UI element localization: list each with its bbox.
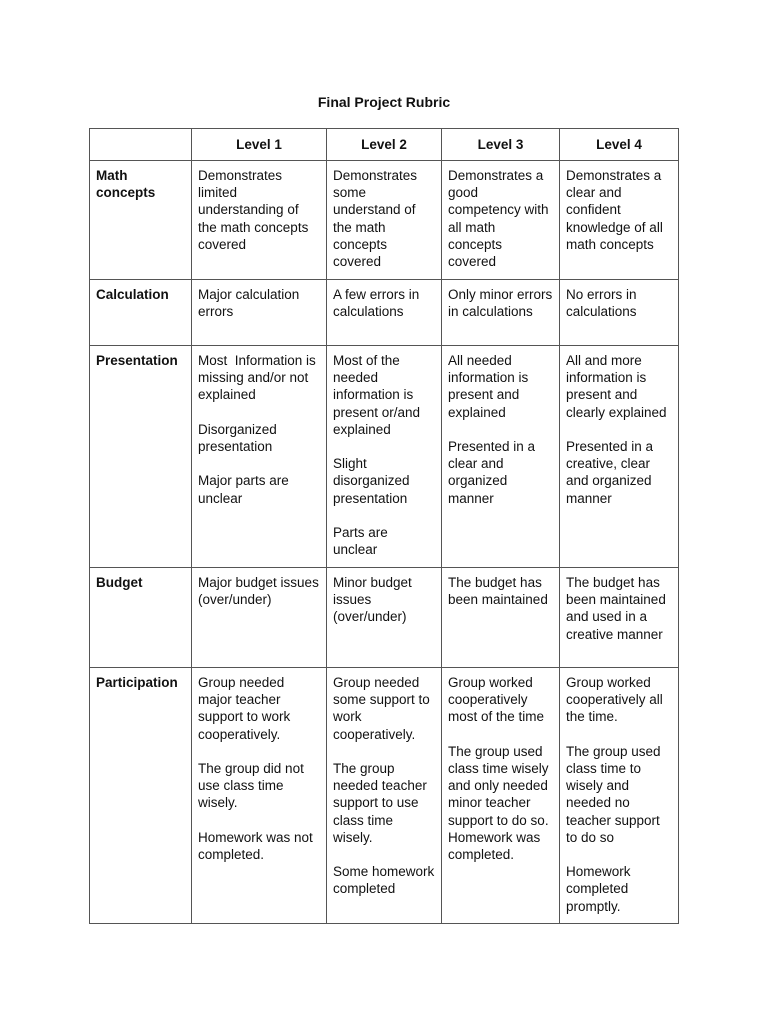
level-1-header: Level 1 [192, 129, 327, 161]
descriptor-text: The group did not use class time wisely. [198, 761, 308, 811]
rubric-table [89, 128, 679, 924]
descriptor-text: The group used class time to wisely and needed no teacher support to do so [566, 743, 665, 845]
level-2-cell [327, 280, 442, 346]
rubric-row-presentation [90, 346, 679, 568]
rubric-row-budget [90, 568, 679, 668]
descriptor-text: Demonstrates limited understanding of the math concepts covered [198, 168, 313, 252]
descriptor-text: Demonstrates some understand of the math concepts covered [333, 168, 421, 270]
descriptor-text: Minor budget issues (over/under) [333, 575, 416, 625]
descriptor-text: Most of the needed information is present or/and explained [333, 353, 424, 437]
descriptor-text: Homework completed promptly. [566, 864, 635, 914]
rubric-row-participation [90, 668, 679, 924]
level-2-header: Level 2 [327, 129, 442, 161]
level-1-cell [192, 161, 327, 280]
descriptor-text: The budget has been maintained [448, 575, 548, 608]
descriptor-text: Homework was not completed. [198, 829, 317, 862]
descriptor-text: Group needed major teacher support to work cooperatively. [198, 675, 295, 742]
level-4-cell [560, 568, 679, 668]
level-4-cell [560, 668, 679, 924]
rubric-row-calculation [90, 280, 679, 346]
descriptor-text: Only minor errors in calculations [448, 287, 557, 320]
level-3-cell [442, 161, 560, 280]
level-3-cell [442, 280, 560, 346]
level-1-cell [192, 280, 327, 346]
descriptor-text: Demonstrates a clear and confident knowledge of all math concepts [566, 168, 667, 252]
level-3-cell [442, 668, 560, 924]
corner-header-cell [90, 129, 192, 161]
descriptor-text: Slight disorganized presentation [333, 456, 414, 506]
descriptor-text: All and more information is present and clearly explained [566, 353, 667, 420]
descriptor-text: Presented in a clear and organized manner [448, 439, 539, 506]
descriptor-text: A few errors in calculations [333, 287, 424, 320]
descriptor-text: All needed information is present and explained [448, 353, 533, 420]
descriptor-text: The group needed teacher support to use class time wisely. [333, 761, 431, 845]
level-2-cell [327, 568, 442, 668]
level-4-cell [560, 346, 679, 568]
descriptor-text: Group worked cooperatively all the time. [566, 675, 667, 725]
criterion-cell: Participation [90, 668, 192, 924]
descriptor-text: Major parts are unclear [198, 473, 293, 506]
criterion-cell: Budget [90, 568, 192, 668]
descriptor-text: Parts are unclear [333, 525, 392, 558]
level-4-header: Level 4 [560, 129, 679, 161]
level-4-cell [560, 161, 679, 280]
descriptor-text: Demonstrates a good competency with all math concepts covered [448, 168, 553, 270]
criterion-cell: Math concepts [90, 161, 192, 280]
descriptor-text: Most Information is missing and/or not explained [198, 353, 320, 403]
level-3-cell [442, 346, 560, 568]
level-2-cell [327, 346, 442, 568]
descriptor-text: Group worked cooperatively most of the time [448, 675, 545, 725]
header-row [90, 129, 679, 161]
descriptor-text: Group needed some support to work cooperatively. [333, 675, 434, 742]
descriptor-text: The group used class time wisely and only needed minor teacher support to do so. Homework was completed. [448, 743, 549, 863]
level-2-cell [327, 668, 442, 924]
criterion-cell: Presentation [90, 346, 192, 568]
descriptor-text: Major budget issues (over/under) [198, 575, 323, 608]
rubric-row-math-concepts [90, 161, 679, 280]
level-1-cell [192, 568, 327, 668]
level-4-cell [560, 280, 679, 346]
descriptor-text: Disorganized presentation [198, 421, 281, 454]
level-3-header: Level 3 [442, 129, 560, 161]
criterion-cell: Calculation [90, 280, 192, 346]
descriptor-text: The budget has been maintained and used in a creative manner [566, 575, 670, 642]
descriptor-text: Major calculation errors [198, 287, 304, 320]
level-1-cell [192, 668, 327, 924]
document-title: Final Project Rubric [317, 94, 451, 110]
level-3-cell [442, 568, 560, 668]
descriptor-text: Some homework completed [333, 864, 439, 897]
level-1-cell [192, 346, 327, 568]
descriptor-text: No errors in calculations [566, 287, 641, 320]
descriptor-text: Presented in a creative, clear and organized manner [566, 439, 657, 506]
level-2-cell [327, 161, 442, 280]
